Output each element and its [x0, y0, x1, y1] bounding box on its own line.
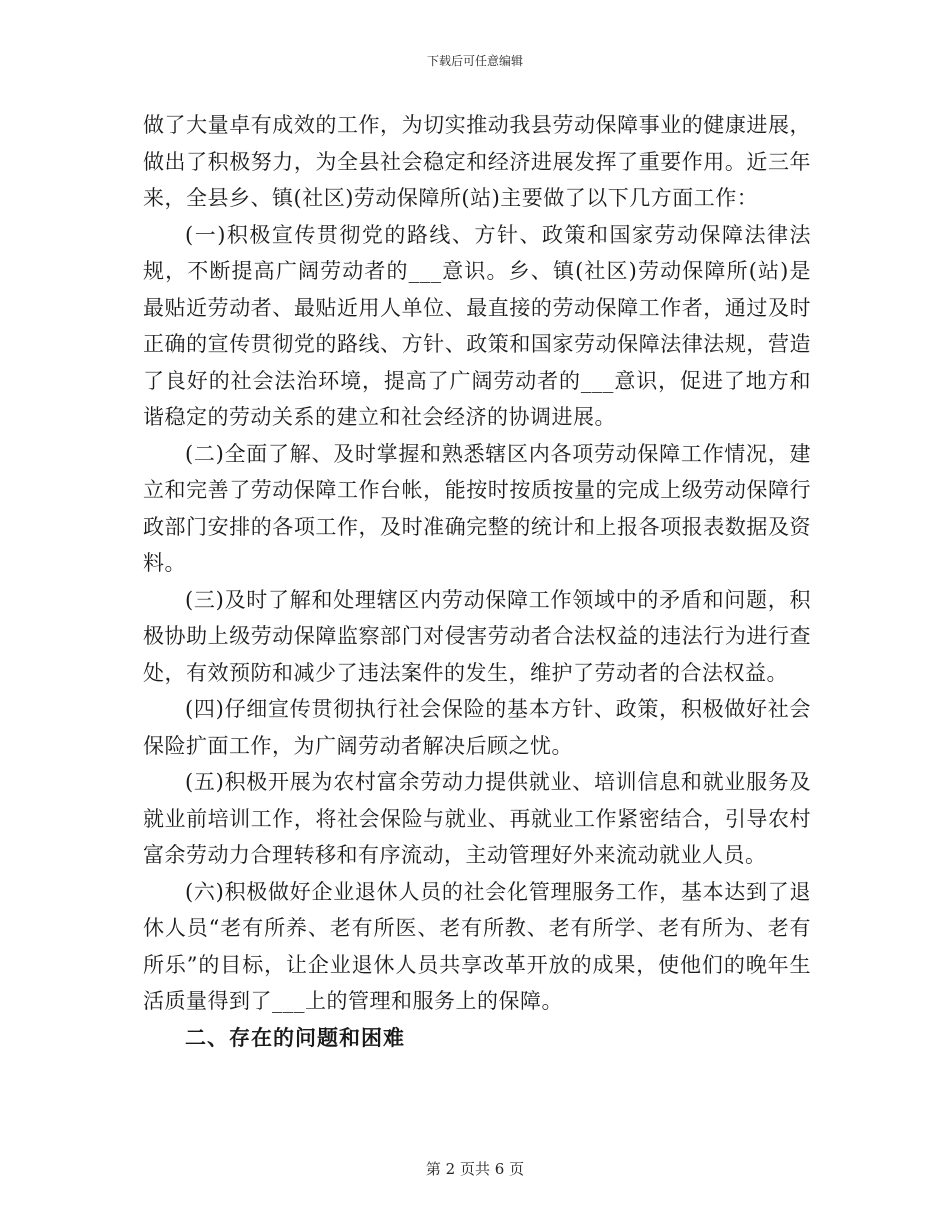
item-paragraph-2: (二)全面了解、及时掌握和熟悉辖区内各项劳动保障工作情况，建立和完善了劳动保障工作台帐，能按时按质按量的完成上级劳动保障行政部门安排的各项工作，及时准确完整的统计和上报各项报表数据及资料。 — [143, 441, 811, 575]
page-number: 第 2 页共 6 页 — [425, 1160, 525, 1178]
item-paragraph-3: (三)及时了解和处理辖区内劳动保障工作领域中的矛盾和问题，积极协助上级劳动保障监察部门对侵害劳动者合法权益的违法行为进行查处，有效预防和减少了违法案件的发生，维护了劳动者的合法权益。 — [143, 587, 811, 685]
item-paragraph-4: (四)仔细宣传贯彻执行社会保险的基本方针、政策，积极做好社会保险扩面工作，为广阔劳动者解决后顾之忧。 — [143, 697, 811, 758]
document-body — [143, 107, 811, 1056]
item-paragraph-6: (六)积极做好企业退休人员的社会化管理服务工作，基本达到了退休人员“老有所养、老有所医、老有所教、老有所学、老有所为、老有所乐”的目标，让企业退休人员共享改革开放的成果，使他们的晚年生活质量得到了___上的管理和服务上的保障。 — [143, 879, 811, 1013]
header-note: 下载后可任意编辑 — [426, 54, 523, 68]
item-paragraph-5: (五)积极开展为农村富余劳动力提供就业、培训信息和就业服务及就业前培训工作，将社会保险与就业、再就业工作紧密结合，引导农村富余劳动力合理转移和有序流动，主动管理好外来流动就业人员。 — [143, 770, 811, 867]
section-heading: 二、存在的问题和困难 — [185, 1024, 405, 1050]
item-paragraph-1: (一)积极宣传贯彻党的路线、方针、政策和国家劳动保障法律法规，不断提高广阔劳动者的___意识。乡、镇(社区)劳动保障所(站)是最贴近劳动者、最贴近用人单位、最直接的劳动保障工作者，通过及时正确的宣传贯彻党的路线、方针、政策和国家劳动保障法律法规，营造了良好的社会法治环境，提高了广阔劳动者的___意识，促进了地方和谐稳定的劳动关系的建立和社会经济的协调进展。 — [143, 222, 811, 429]
intro-paragraph: 做了大量卓有成效的工作，为切实推动我县劳动保障事业的健康进展，做出了积极努力，为全县社会稳定和经济进展发挥了重要作用。近三年来，全县乡、镇(社区)劳动保障所(站)主要做了以下几方面工作： — [143, 113, 811, 210]
